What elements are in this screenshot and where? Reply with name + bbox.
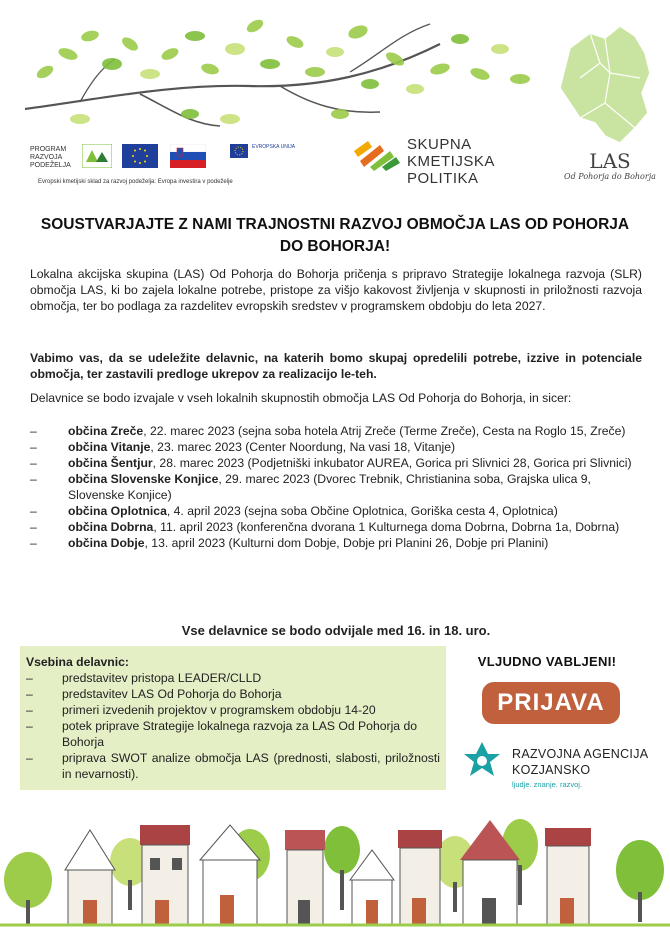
agency-tagline: ljudje. znanje. razvoj. [512, 780, 583, 789]
las-subtitle: Od Pohorja do Bohorja [564, 172, 656, 181]
program-logo-line: RAZVOJA [30, 154, 63, 161]
page-title: SOUSTVARJAJTE Z NAMI TRAJNOSTNI RAZVOJ OBMOČJA LAS OD POHORJA DO BOHORJA! [40, 216, 630, 255]
workshop-place: občina Dobrna [68, 520, 154, 534]
razvojna-agencija-logo [460, 740, 660, 800]
workshop-details: , 23. marec 2023 (Center Noordung, Na vasi 18, Vitanje) [150, 440, 456, 454]
list-item: – priprava SWOT analize območja LAS (prednosti, slabosti, priložnosti in nevarnosti). [26, 750, 440, 782]
skp-stripes-icon [350, 137, 402, 171]
workshop-details: , 11. april 2023 (konferenčna dvorana 1 Kulturnega doma Dobrna, Dobrna 1a, Dobrna) [153, 520, 620, 534]
list-item [30, 439, 642, 455]
slovenia-flag-icon [170, 144, 206, 168]
village-illustration [0, 800, 670, 937]
invitation-paragraph: Vabimo vas, da se udeležite delavnic, na katerih bomo skupaj opredelili potrebe, izzive in potenciale območja, ter zastavili predloge ukrepov za realizacijo le-teh. [30, 351, 642, 381]
program-logo-line: PROGRAM [30, 146, 67, 153]
workshop-details: , 28. marec 2023 (Podjetniški inkubator AUREA, Gorica pri Slivnici 28, Gorica pri Slivnici) [152, 456, 632, 470]
fund-caption: Evropski kmetijski sklad za razvoj podeželja: Evropa investira v podeželje [38, 179, 233, 185]
workshop-content-box [20, 646, 446, 790]
skp-line: POLITIKA [407, 170, 479, 187]
las-logo [560, 150, 660, 190]
list-item: – primeri izvedenih projektov v programskem obdobju 14-20 [26, 702, 440, 718]
content-heading: Vsebina delavnic: [26, 655, 129, 669]
welcome-text: VLJUDNO VABLJENI! [477, 654, 617, 669]
workshop-details: , 29. marec 2023 (Dvorec Trebnik, Christianina soba, Grajska ulica 9, Slovenske Konjice) [68, 472, 591, 502]
workshop-place: občina Slovenske Konjice [68, 472, 219, 486]
time-note: Vse delavnice se bodo odvijale med 16. in 18. uro. [181, 623, 491, 638]
funding-logos [30, 140, 330, 190]
eu-logo-text: EVROPSKA UNIJA [252, 144, 296, 150]
agency-name-line: RAZVOJNA AGENCIJA [512, 747, 649, 761]
skp-line: KMETIJSKA [407, 153, 495, 170]
workshop-details: , 4. april 2023 (sejna soba Občine Oplotnica, Goriška cesta 4, Oplotnica) [166, 504, 558, 518]
agency-name [512, 746, 648, 778]
list-item [30, 455, 642, 471]
list-item: – predstavitev LAS Od Pohorja do Bohorja [26, 686, 440, 702]
intro-paragraph: Lokalna akcijska skupina (LAS) Od Pohorja do Bohorja pričenja s pripravo Strategije lokalnega razvoja (SLR) območja LAS, ki bo zajela lokalne potrebe, pristope za višjo kakovost življenja v skupnosti in priložnosti razvoja območja, ter bo podlaga za razdelitev evropskih sredstev v programskem obdobju do leta 2027. [30, 267, 642, 313]
list-item [30, 471, 642, 503]
program-logo-line: PODEŽELJA [30, 162, 71, 169]
workshop-list [30, 423, 642, 551]
workshop-place: občina Vitanje [68, 440, 151, 454]
register-button[interactable]: PRIJAVA [482, 682, 620, 724]
skupna-kmetijska-politika-logo [350, 133, 520, 195]
list-item [30, 423, 642, 439]
workshop-details: , 22. marec 2023 (sejna soba hotela Atrij Zreče (Terme Zreče), Cesta na Roglo 15, Zreče) [143, 424, 626, 438]
list-item [30, 519, 642, 535]
workshops-intro: Delavnice se bodo izvajale v vseh lokalnih skupnostih območja LAS Od Pohorja do Bohorja, in sicer: [30, 391, 572, 405]
workshop-place: občina Dobje [68, 536, 145, 550]
skp-line: SKUPNA [407, 136, 472, 153]
program-razvoja-logo [30, 146, 72, 170]
eu-small-flag-icon [230, 144, 248, 158]
workshop-place: občina Zreče [68, 424, 144, 438]
leader-logo-icon [82, 144, 112, 168]
list-item [30, 535, 642, 551]
workshop-details: , 13. april 2023 (Kulturni dom Dobje, Dobje pri Planini 26, Dobje pri Planini) [144, 536, 549, 550]
list-item: – predstavitev pristopa LEADER/CLLD [26, 670, 440, 686]
region-map-illustration [550, 18, 660, 153]
star-emblem-icon [460, 740, 504, 784]
las-logo-text: LAS [589, 149, 631, 173]
agency-name-line: KOZJANSKO [512, 763, 591, 777]
eu-flag-icon [122, 144, 158, 168]
skp-wordmark [407, 136, 495, 187]
list-item: – potek priprave Strategije lokalnega razvoja za LAS Od Pohorja do Bohorja [26, 718, 440, 750]
list-item [30, 503, 642, 519]
workshop-place: občina Oplotnica [68, 504, 167, 518]
leafy-branch-illustration [20, 14, 540, 139]
workshop-place: občina Šentjur [68, 456, 153, 470]
